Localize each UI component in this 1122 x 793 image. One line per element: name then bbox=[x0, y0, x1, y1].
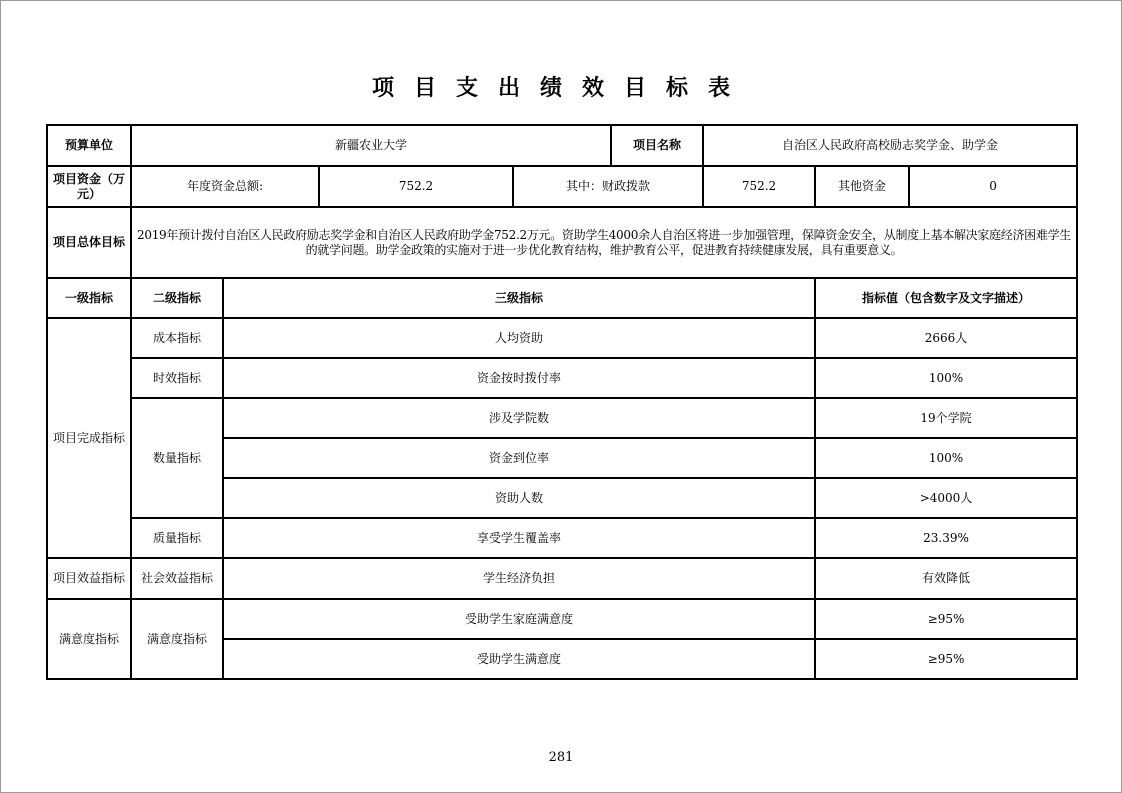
indicator-cell: 人均资助 bbox=[223, 318, 815, 358]
indicator-cell: 学生经济负担 bbox=[223, 558, 815, 599]
indicator-value: ≥95% bbox=[815, 599, 1077, 639]
budget-unit-value: 新疆农业大学 bbox=[131, 125, 611, 166]
indicator-cell: 资助人数 bbox=[223, 478, 815, 518]
table-row bbox=[47, 599, 1077, 639]
group-satisfaction: 满意度指标 bbox=[47, 599, 131, 679]
funds-row bbox=[47, 166, 1077, 207]
overall-goal-text: 2019年预计拨付自治区人民政府励志奖学金和自治区人民政府助学金752.2万元。资助学生4000余人自治区将进一步加强管理，保障资金安全，从制度上基本解决家庭经济困难学生的就学问题。助学金政策的实施对于进一步优化教育结构，维护教育公平，促进教育持续健康发展，具有重要意义。 bbox=[131, 207, 1077, 278]
indicator-cell: 涉及学院数 bbox=[223, 398, 815, 438]
indicator-value: >4000人 bbox=[815, 478, 1077, 518]
page-title: 项目支出绩效目标表 bbox=[371, 76, 750, 101]
indicator-value: 100% bbox=[815, 358, 1077, 398]
indicator-value: 19个学院 bbox=[815, 398, 1077, 438]
project-name-label: 项目名称 bbox=[611, 125, 703, 166]
subgroup-cost: 成本指标 bbox=[131, 318, 223, 358]
level3-header: 三级指标 bbox=[223, 278, 815, 318]
indicator-value: 23.39% bbox=[815, 518, 1077, 558]
fiscal-allocation-value: 752.2 bbox=[703, 166, 815, 207]
table-row bbox=[47, 358, 1077, 398]
page-number: 281 bbox=[548, 750, 574, 765]
other-funds-value: 0 bbox=[909, 166, 1077, 207]
indicator-value: ≥95% bbox=[815, 639, 1077, 679]
indicator-cell: 资金到位率 bbox=[223, 438, 815, 478]
indicator-cell: 受助学生满意度 bbox=[223, 639, 815, 679]
header-row bbox=[47, 125, 1077, 166]
level1-header: 一级指标 bbox=[47, 278, 131, 318]
table-row bbox=[47, 558, 1077, 599]
value-header: 指标值（包含数字及文字描述） bbox=[815, 278, 1077, 318]
indicator-cell: 受助学生家庭满意度 bbox=[223, 599, 815, 639]
level2-header: 二级指标 bbox=[131, 278, 223, 318]
subgroup-satisfaction: 满意度指标 bbox=[131, 599, 223, 679]
column-header-row bbox=[47, 278, 1077, 318]
table-row bbox=[47, 318, 1077, 358]
overall-goal-label: 项目总体目标 bbox=[47, 207, 131, 278]
indicator-cell: 资金按时拨付率 bbox=[223, 358, 815, 398]
table-row bbox=[47, 398, 1077, 438]
indicator-value: 有效降低 bbox=[815, 558, 1077, 599]
project-funds-label: 项目资金（万元） bbox=[47, 166, 131, 207]
subgroup-timeliness: 时效指标 bbox=[131, 358, 223, 398]
project-name-value: 自治区人民政府高校励志奖学金、助学金 bbox=[703, 125, 1077, 166]
indicator-value: 2666人 bbox=[815, 318, 1077, 358]
subgroup-social: 社会效益指标 bbox=[131, 558, 223, 599]
performance-table bbox=[46, 124, 1078, 680]
goal-row bbox=[47, 207, 1077, 278]
annual-total-value: 752.2 bbox=[319, 166, 513, 207]
group-benefit: 项目效益指标 bbox=[47, 558, 131, 599]
budget-unit-label: 预算单位 bbox=[47, 125, 131, 166]
subgroup-quantity: 数量指标 bbox=[131, 398, 223, 518]
indicator-value: 100% bbox=[815, 438, 1077, 478]
table-row bbox=[47, 518, 1077, 558]
group-completion: 项目完成指标 bbox=[47, 318, 131, 558]
fiscal-allocation-label: 其中：财政拨款 bbox=[513, 166, 703, 207]
other-funds-label: 其他资金 bbox=[815, 166, 909, 207]
indicator-cell: 享受学生覆盖率 bbox=[223, 518, 815, 558]
subgroup-quality: 质量指标 bbox=[131, 518, 223, 558]
annual-total-label: 年度资金总额: bbox=[131, 166, 319, 207]
